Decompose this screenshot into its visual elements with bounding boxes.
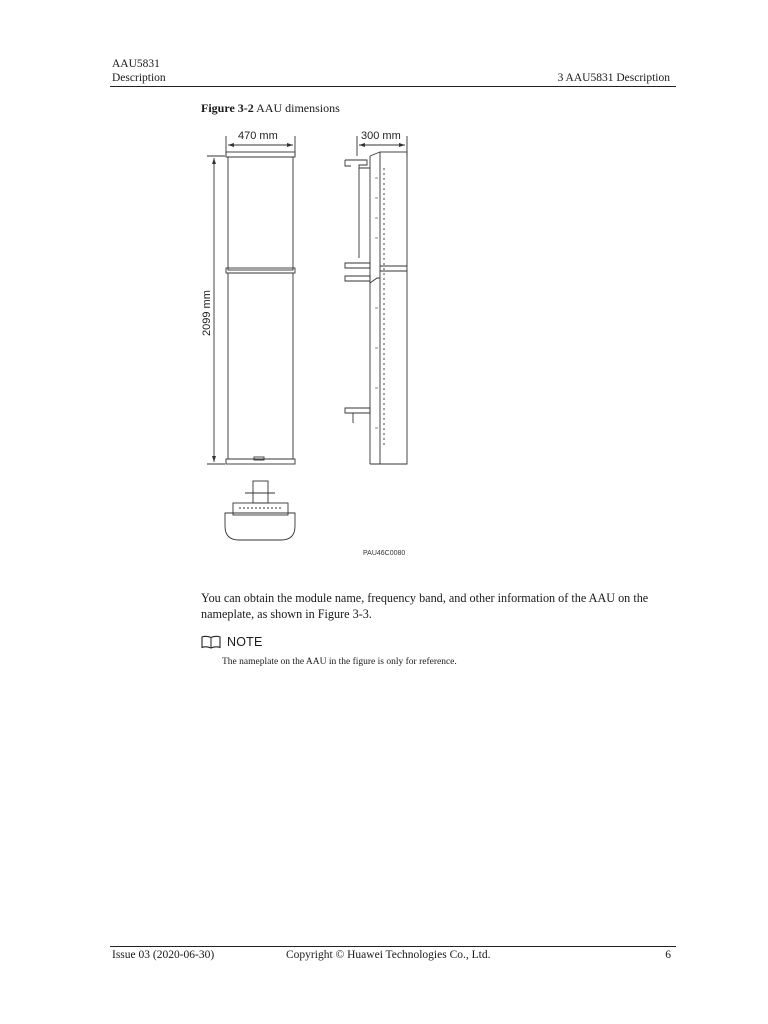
body-paragraph: You can obtain the module name, frequency band, and other information of the AAU on the nameplate, as shown in Figure 3-3. (201, 591, 649, 621)
depth-dimension-label: 300 mm (361, 130, 401, 142)
note-box (201, 634, 671, 667)
bottom-view-body (225, 513, 295, 540)
footer-rule (110, 946, 676, 947)
book-icon (201, 635, 221, 649)
front-lower-panel (228, 273, 293, 459)
header-section: 3 AAU5831 Description (557, 72, 670, 84)
figure-caption (201, 101, 340, 116)
front-upper-panel (228, 157, 293, 270)
header-rule (110, 86, 676, 87)
front-mid-band (226, 268, 295, 273)
footer-issue: Issue 03 (2020-06-30) (112, 949, 215, 961)
footer-page-number: 6 (665, 949, 671, 961)
width-dimension-label: 470 mm (238, 130, 278, 142)
header-left (112, 57, 166, 85)
aau-dimensions-figure (195, 118, 425, 563)
header-product: AAU5831 (112, 58, 160, 70)
header-doc-type: Description (112, 72, 166, 84)
footer-copyright: Copyright © Huawei Technologies Co., Ltd. (286, 949, 491, 961)
front-top-cap (226, 152, 295, 157)
figure-title: AAU dimensions (256, 101, 340, 115)
height-dimension-label: 2099 mm (201, 290, 213, 336)
note-title: NOTE (227, 635, 263, 649)
figure-label: Figure 3-2 (201, 101, 254, 115)
note-text: The nameplate on the AAU in the figure is only for reference. (222, 657, 457, 667)
note-header (201, 634, 671, 650)
figure-code: PAU46C0080 (363, 550, 406, 557)
aau-dimensions-drawing (195, 118, 425, 563)
